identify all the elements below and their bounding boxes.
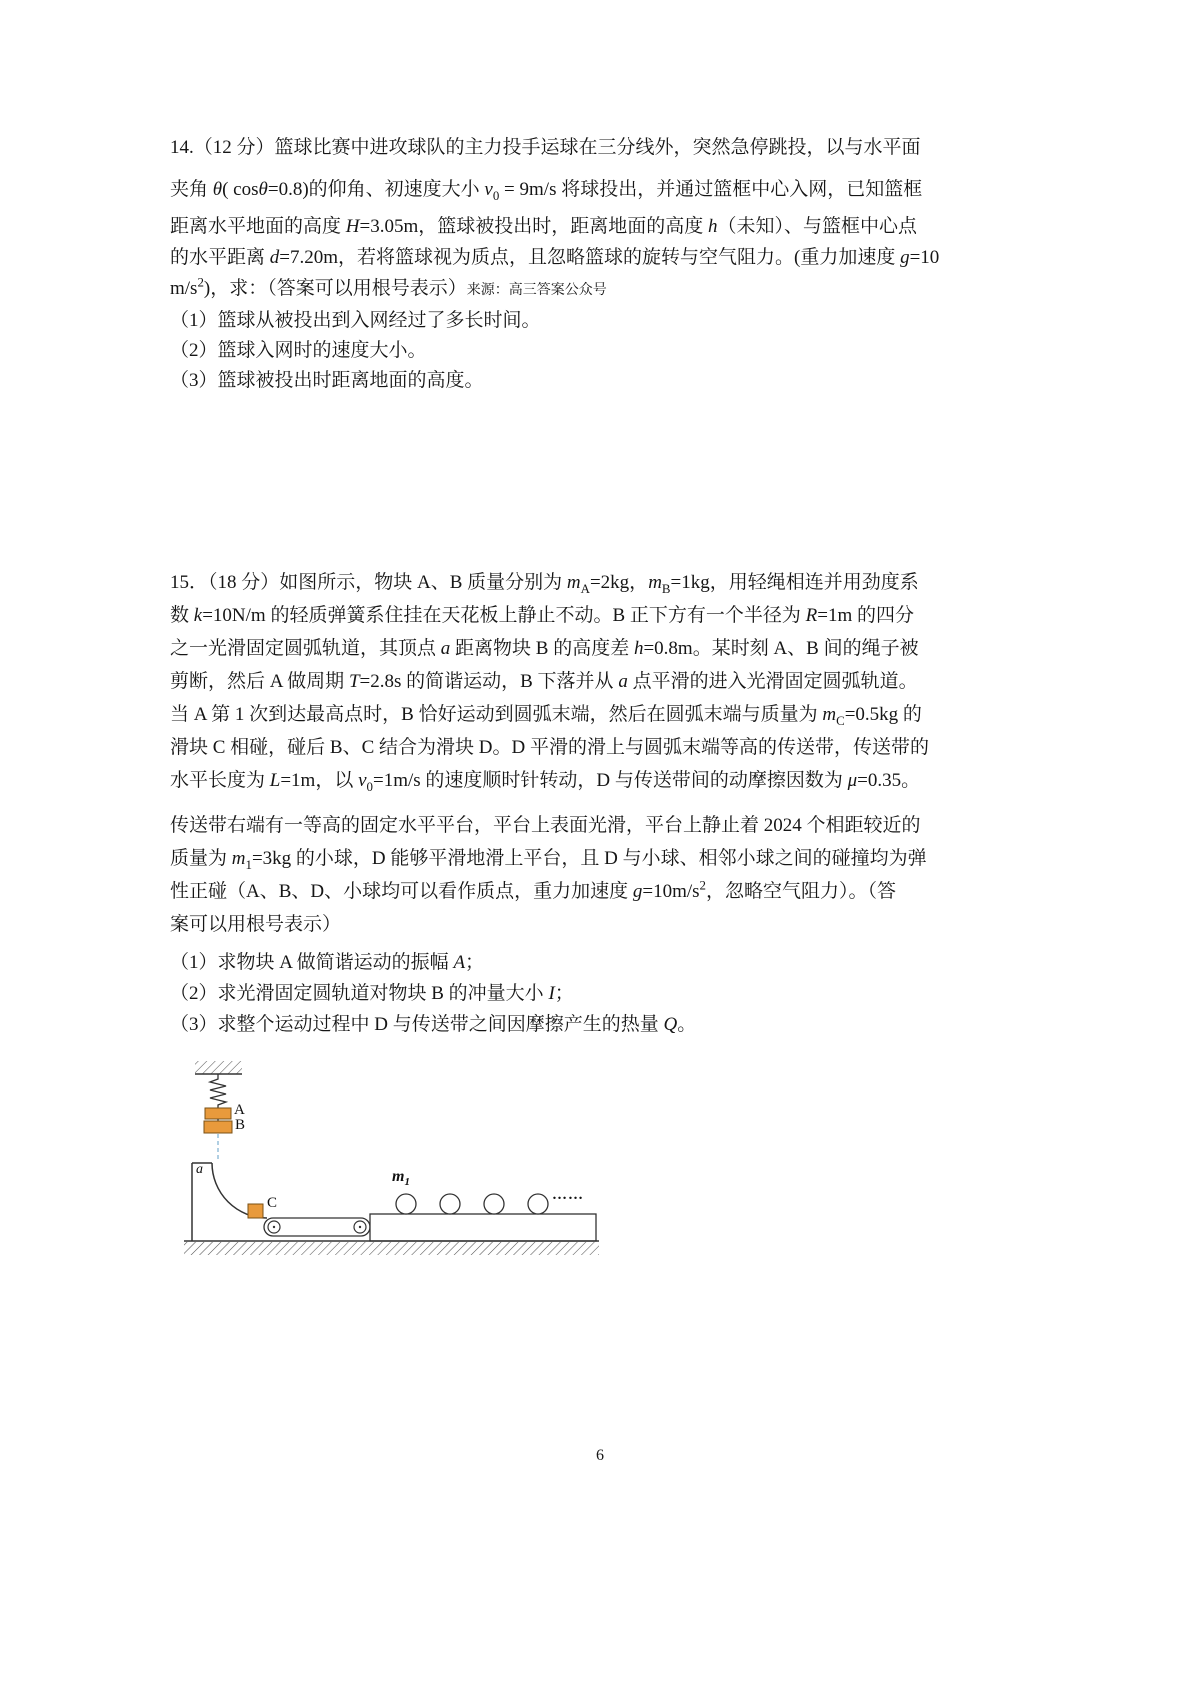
q14-subquestion-2: （2）篮球入网时的速度大小。 [170, 340, 427, 361]
q14-subquestion-3: （3）篮球被投出时距离地面的高度。 [170, 370, 484, 391]
q14-line-3: 距离水平地面的高度 H=3.05m，篮球被投出时，距离地面的高度 h（未知）、与篮框中心点 [170, 216, 918, 237]
block-b [204, 1121, 232, 1133]
label-block-b: B [235, 1117, 246, 1133]
ball-3 [484, 1194, 504, 1214]
diagram-drawing [184, 1058, 616, 1263]
label-ellipsis: …… [552, 1187, 584, 1203]
q15-subquestion-3: （3）求整个运动过程中 D 与传送带之间因摩擦产生的热量 Q。 [170, 1014, 697, 1035]
block-a [205, 1108, 231, 1119]
q14-line-5-text: $m/s^2$)，求：（答案可以用根号表示） [170, 274, 467, 299]
ball-4 [528, 1194, 548, 1214]
q14-subquestion-1: （1）篮球从被投出到入网经过了多长时间。 [170, 310, 541, 331]
page-content [170, 127, 1030, 1263]
q15-line-9: 质量为 $m_1=3kg$ 的小球，D 能够平滑地滑上平台，且 D 与小球、相邻小球之间的碰撞均为弹 [170, 848, 927, 872]
ground-hatch [184, 1242, 599, 1255]
q14-line-5 [170, 273, 1030, 306]
label-block-c: C [267, 1195, 278, 1211]
platform [370, 1214, 596, 1241]
page-number: 6 [596, 1447, 604, 1464]
label-ball-mass: $m_1$ [392, 1168, 410, 1189]
q15-line-5: 当 A 第 1 次到达最高点时，B 恰好运动到圆弧末端，然后在圆弧末端与质量为 $m_C=0.5kg$ 的 [170, 704, 922, 728]
ceiling-hatch [195, 1061, 242, 1074]
q15-subquestion-1: （1）求物块 A 做简谐运动的振幅 A； [170, 952, 485, 973]
ball-1 [396, 1194, 416, 1214]
q14-line-4: 的水平距离 d=7.20m，若将篮球视为质点，且忽略篮球的旋转与空气阻力。(重力加速度 g=10 [170, 247, 940, 268]
question-14 [170, 127, 1030, 396]
roller-right-axle [359, 1226, 361, 1228]
q15-line-3: 之一光滑固定圆弧轨道，其顶点 a 距离物块 B 的高度差 h=0.8m。某时刻 A、B 间的绳子被 [170, 638, 919, 659]
label-block-a: A [234, 1102, 245, 1118]
q15-line-1: 15．（18 分）如图所示，物块 A、B 质量分别为 $m_A=2kg$，$m_B=1kg$，用轻绳相连并用劲度系 [170, 572, 919, 596]
ball-2 [440, 1194, 460, 1214]
q15-line-2: 数 k=10N/m 的轻质弹簧系住挂在天花板上静止不动。B 正下方有一个半径为 R=1m 的四分 [170, 605, 914, 626]
q15-subquestions [170, 947, 1030, 1040]
q15-line-4: 剪断，然后 A 做周期 T=2.8s 的简谐运动，B 下落并从 a 点平滑的进入光滑固定圆弧轨道。 [170, 671, 918, 692]
q15-line-11: 案可以用根号表示） [170, 914, 342, 935]
block-c [248, 1204, 263, 1218]
q15-line-10: 性正碰（A、B、D、小球均可以看作质点，重力加速度 $g=10m/s^2$，忽略空气阻力）。（答 [170, 877, 897, 902]
label-point-a: a [196, 1162, 203, 1177]
physics-diagram [184, 1058, 616, 1263]
q15-line-6: 滑块 C 相碰，碰后 B、C 结合为滑块 D。D 平滑的滑上与圆弧末端等高的传送带，传送带的 [170, 737, 929, 758]
question-15 [170, 566, 1030, 1263]
spring [210, 1074, 226, 1108]
q15-subquestion-2: （2）求光滑固定圆轨道对物块 B 的冲量大小 I； [170, 983, 574, 1004]
q15-line-8: 传送带右端有一等高的固定水平平台，平台上表面光滑，平台上静止着 2024 个相距较近的 [170, 815, 921, 836]
q15-line-7: 水平长度为 L=1m，以 $v_0=1m/s$ 的速度顺时针转动，D 与传送带间的动摩擦因数为 μ=0.35。 [170, 770, 921, 794]
roller-left-axle [273, 1226, 275, 1228]
q14-line-2: 夹角 θ( cosθ=0.8)的仰角、初速度大小 $v_0 = 9m/s$ 将球投出，并通过篮框中心入网，已知篮框 [170, 179, 923, 203]
q14-source-note: 来源：高三答案公众号 [466, 283, 607, 298]
q14-line-1: 14.（12 分）篮球比赛中进攻球队的主力投手运球在三分线外，突然急停跳投，以与水平面 [170, 137, 921, 158]
